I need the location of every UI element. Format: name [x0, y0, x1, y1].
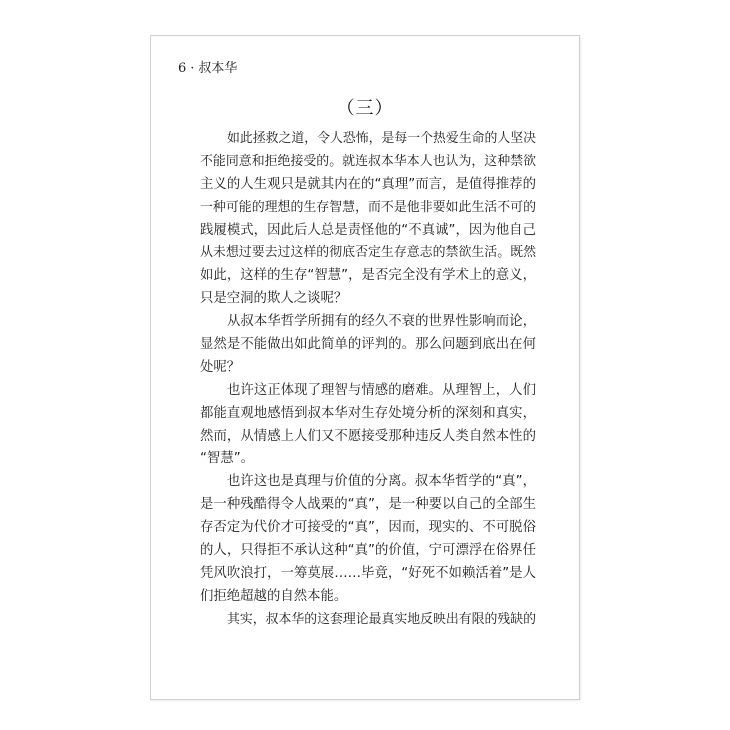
running-title: 叔本华 — [198, 61, 238, 76]
text-line: 们拒绝超越的自然本能。 — [200, 588, 348, 604]
text-line: 凭风吹浪打，一筹莫展……毕竟，“好死不如赖活着”是人 — [200, 565, 536, 581]
running-header — [178, 57, 237, 76]
text-line: “智慧”。 — [200, 451, 255, 467]
book-page — [150, 35, 580, 700]
text-line: 也许这正体现了理智与情感的磨难。从理智上，人们 — [227, 382, 536, 398]
text-line: 处呢？ — [200, 359, 241, 375]
text-line: 是一种残酷得令人战栗的“真”，是一种要以自己的全部生 — [200, 497, 536, 513]
text-line: 主义的人生观只是就其内在的“真理”而言，是值得推荐的 — [200, 176, 536, 192]
text-line: 从叔本华哲学所拥有的经久不衰的世界性影响而论， — [227, 314, 536, 330]
text-line: 也许这也是真理与价值的分离。叔本华哲学的“真”， — [227, 474, 536, 490]
text-line: 的人，只得拒不承认这种“真”的价值，宁可漂浮在俗界任 — [200, 543, 536, 559]
text-line: 如此，这样的生存“智慧”，是否完全没有学术上的意义， — [200, 268, 536, 284]
text-line: 然而，从情感上人们又不愿接受那种违反人类自然本性的 — [200, 428, 536, 444]
text-line: 一种可能的理想的生存智慧，而不是他非要如此生活不可的 — [200, 199, 536, 215]
page-number: 6 — [178, 61, 187, 76]
text-line: 如此拯救之道，令人恐怖，是每一个热爱生命的人坚决 — [227, 131, 537, 146]
text-line: 从未想过要去过这样的彻底否定生存意志的禁欲生活。既然 — [200, 245, 536, 261]
body-text — [200, 128, 536, 632]
text-line: 只是空洞的欺人之谈呢？ — [200, 291, 348, 307]
text-line: 其实，叔本华的这套理论最真实地反映出有限的残缺的 — [227, 611, 537, 627]
section-title: （三） — [336, 98, 394, 119]
text-line: 存否定为代价才可接受的“真”，因而，现实的、不可脱俗 — [200, 520, 536, 536]
text-line: 都能直观地感悟到叔本华对生存处境分析的深刻和真实， — [200, 405, 536, 421]
text-line: 践履模式，因此后人总是责怪他的“不真诚”，因为他自己 — [200, 222, 536, 238]
text-line: 不能同意和拒绝接受的。就连叔本华本人也认为，这种禁欲 — [200, 153, 536, 169]
header-separator: · — [190, 61, 195, 76]
text-line: 显然是不能做出如此简单的评判的。那么问题到底出在何 — [200, 337, 536, 353]
